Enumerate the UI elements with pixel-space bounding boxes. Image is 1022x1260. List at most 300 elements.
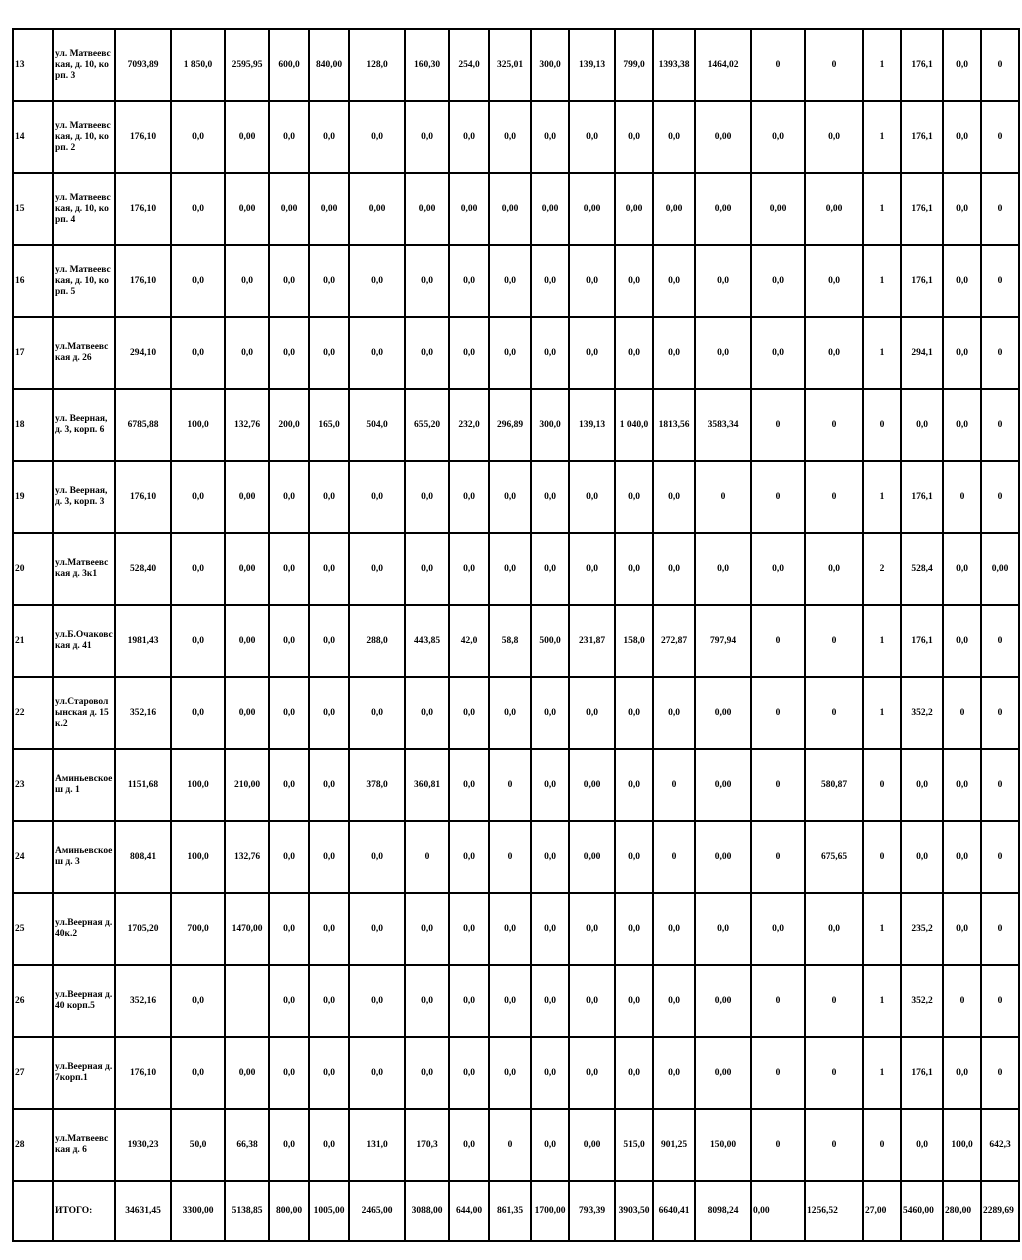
value-cell: 0,0 [569,461,615,533]
value-cell: 797,94 [695,605,751,677]
value-cell: 0,0 [615,245,653,317]
value-cell: 0 [751,749,805,821]
value-cell: 176,1 [901,101,943,173]
value-cell: 0,0 [901,1109,943,1181]
value-cell: 0,0 [695,317,751,389]
value-cell: 0,0 [531,245,569,317]
value-cell: 0,0 [405,101,449,173]
value-cell: 0,0 [309,461,349,533]
value-cell: 0 [489,1109,531,1181]
value-cell: 0,0 [569,1037,615,1109]
value-cell: 0,0 [225,245,269,317]
value-cell: 0,0 [943,317,981,389]
value-cell: 0 [943,461,981,533]
value-cell: 0 [943,965,981,1037]
total-value-cell: 1700,00 [531,1181,569,1241]
value-cell: 0,0 [269,1037,309,1109]
value-cell: 0,00 [405,173,449,245]
value-cell: 0,0 [695,893,751,965]
value-cell: 0,0 [269,461,309,533]
value-cell: 0,0 [309,821,349,893]
value-cell: 176,1 [901,245,943,317]
value-cell: 0,0 [653,317,695,389]
value-cell: 0,0 [309,1037,349,1109]
value-cell: 0 [805,29,863,101]
total-value-cell: 861,35 [489,1181,531,1241]
total-value-cell: 1005,00 [309,1181,349,1241]
address-cell: ул. Веерная, д. 3, корп. 3 [53,461,115,533]
value-cell: 200,0 [269,389,309,461]
value-cell: 0 [981,1037,1019,1109]
total-value-cell: 793,39 [569,1181,615,1241]
value-cell: 0,0 [309,749,349,821]
value-cell: 176,1 [901,461,943,533]
value-cell: 0,0 [531,749,569,821]
row-number-cell: 23 [13,749,53,821]
value-cell: 0 [805,1109,863,1181]
value-cell: 176,10 [115,101,171,173]
value-cell: 0,0 [349,245,405,317]
value-cell: 0,0 [449,893,489,965]
value-cell: 1 040,0 [615,389,653,461]
value-cell: 176,10 [115,1037,171,1109]
value-cell: 515,0 [615,1109,653,1181]
value-cell: 0 [981,173,1019,245]
value-cell: 150,00 [695,1109,751,1181]
table-row [13,1109,1019,1181]
address-cell: ул. Матвеевская, д. 10, корп. 2 [53,101,115,173]
value-cell: 0 [863,821,901,893]
total-number-cell [13,1181,53,1241]
value-cell: 0,0 [405,677,449,749]
value-cell: 0,00 [981,533,1019,605]
value-cell: 0 [981,317,1019,389]
value-cell: 0,00 [225,101,269,173]
value-cell: 294,1 [901,317,943,389]
value-cell: 1705,20 [115,893,171,965]
address-cell: ул.Матвеевская д. 3к1 [53,533,115,605]
total-value-cell: 0,00 [751,1181,805,1241]
value-cell: 0,00 [489,173,531,245]
value-cell: 0,00 [695,173,751,245]
value-cell: 0,0 [449,245,489,317]
value-cell: 0,0 [943,101,981,173]
value-cell: 0,0 [171,173,225,245]
value-cell: 176,1 [901,605,943,677]
value-cell: 0,0 [489,965,531,1037]
value-cell: 0 [805,605,863,677]
table-row [13,389,1019,461]
value-cell: 352,16 [115,677,171,749]
row-number-cell: 20 [13,533,53,605]
value-cell: 0,0 [269,677,309,749]
value-cell: 176,10 [115,245,171,317]
value-cell: 0,0 [653,893,695,965]
value-cell: 0,0 [269,533,309,605]
value-cell: 700,0 [171,893,225,965]
total-value-cell: 3088,00 [405,1181,449,1241]
value-cell: 0,0 [943,821,981,893]
total-value-cell: 34631,45 [115,1181,171,1241]
value-cell: 1 [863,605,901,677]
value-cell: 0,0 [171,101,225,173]
value-cell: 0,00 [449,173,489,245]
value-cell: 0,0 [943,173,981,245]
value-cell: 0,0 [309,677,349,749]
value-cell: 0,0 [531,677,569,749]
value-cell: 0 [805,677,863,749]
value-cell: 0 [695,461,751,533]
address-cell: ул. Матвеевская, д. 10, корп. 5 [53,245,115,317]
value-cell: 0,0 [449,1037,489,1109]
value-cell: 0 [805,1037,863,1109]
value-cell: 0 [981,893,1019,965]
value-cell: 0 [653,749,695,821]
value-cell: 131,0 [349,1109,405,1181]
value-cell: 0,00 [225,605,269,677]
value-cell: 176,10 [115,461,171,533]
value-cell: 139,13 [569,389,615,461]
value-cell: 0,00 [569,173,615,245]
value-cell: 0,0 [943,245,981,317]
value-cell: 0,0 [449,1109,489,1181]
value-cell: 158,0 [615,605,653,677]
value-cell: 0,0 [531,461,569,533]
value-cell: 642,3 [981,1109,1019,1181]
value-cell: 0,0 [269,101,309,173]
value-cell: 0,0 [309,533,349,605]
value-cell: 352,2 [901,965,943,1037]
value-cell: 0 [751,677,805,749]
value-cell: 0,0 [531,893,569,965]
value-cell: 0,0 [171,533,225,605]
value-cell: 0 [489,821,531,893]
value-cell: 1 [863,245,901,317]
value-cell: 0,0 [171,461,225,533]
table-row [13,1037,1019,1109]
value-cell: 0,0 [269,245,309,317]
value-cell: 0,0 [569,533,615,605]
value-cell: 0 [943,677,981,749]
value-cell: 0,0 [489,245,531,317]
table-row [13,605,1019,677]
value-cell: 0,00 [225,173,269,245]
address-cell: ул.Веерная д. 40 корп.5 [53,965,115,1037]
value-cell: 0 [805,389,863,461]
value-cell: 0 [751,461,805,533]
value-cell: 600,0 [269,29,309,101]
value-cell: 1 [863,1037,901,1109]
value-cell: 0,0 [349,317,405,389]
value-cell: 170,3 [405,1109,449,1181]
value-cell: 0,0 [615,677,653,749]
value-cell: 0,0 [943,389,981,461]
value-cell: 0,0 [171,965,225,1037]
value-cell: 1 [863,677,901,749]
value-cell: 1981,43 [115,605,171,677]
value-cell: 0,0 [805,245,863,317]
address-cell: ул.Б.Очаковская д. 41 [53,605,115,677]
value-cell: 6785,88 [115,389,171,461]
value-cell: 100,0 [171,749,225,821]
value-cell: 0,0 [405,533,449,605]
value-cell: 165,0 [309,389,349,461]
value-cell: 0 [981,101,1019,173]
value-cell: 0,00 [653,173,695,245]
value-cell: 128,0 [349,29,405,101]
value-cell: 100,0 [171,389,225,461]
value-cell: 0,0 [489,677,531,749]
value-cell: 2 [863,533,901,605]
value-cell: 0,0 [171,317,225,389]
value-cell: 100,0 [943,1109,981,1181]
value-cell: 443,85 [405,605,449,677]
value-cell: 132,76 [225,389,269,461]
value-cell: 0,0 [901,749,943,821]
value-cell: 0,0 [531,821,569,893]
value-cell: 0,0 [569,677,615,749]
value-cell: 0 [981,389,1019,461]
value-cell: 0 [751,1109,805,1181]
value-cell: 0,0 [531,317,569,389]
value-cell: 0,0 [695,245,751,317]
value-cell: 1151,68 [115,749,171,821]
value-cell: 0,0 [349,677,405,749]
value-cell: 231,87 [569,605,615,677]
value-cell: 0 [489,749,531,821]
total-value-cell: 3300,00 [171,1181,225,1241]
value-cell: 0 [981,965,1019,1037]
value-cell: 0,0 [449,749,489,821]
value-cell: 0,00 [349,173,405,245]
value-cell: 1393,38 [653,29,695,101]
value-cell: 675,65 [805,821,863,893]
value-cell: 0 [805,461,863,533]
value-cell: 0,0 [225,317,269,389]
value-cell: 232,0 [449,389,489,461]
value-cell: 0,0 [653,461,695,533]
value-cell: 0,0 [943,893,981,965]
row-number-cell: 24 [13,821,53,893]
value-cell: 0,00 [269,173,309,245]
table-row [13,317,1019,389]
address-cell: ул.Матвеевская д. 26 [53,317,115,389]
value-cell: 0,00 [695,749,751,821]
value-cell: 0,0 [569,965,615,1037]
value-cell: 504,0 [349,389,405,461]
value-cell: 840,00 [309,29,349,101]
value-cell: 132,76 [225,821,269,893]
value-cell: 0,0 [349,821,405,893]
total-value-cell: 27,00 [863,1181,901,1241]
value-cell: 0 [805,965,863,1037]
row-number-cell: 16 [13,245,53,317]
value-cell: 160,30 [405,29,449,101]
row-number-cell: 18 [13,389,53,461]
value-cell: 0 [751,821,805,893]
value-cell: 0,0 [901,821,943,893]
value-cell: 0,0 [449,533,489,605]
table-row [13,533,1019,605]
value-cell: 1813,56 [653,389,695,461]
total-value-cell: 1256,52 [805,1181,863,1241]
value-cell: 0,0 [943,605,981,677]
value-cell: 0 [863,749,901,821]
value-cell: 0,0 [943,533,981,605]
value-cell: 0,00 [805,173,863,245]
total-row [13,1181,1019,1241]
value-cell: 1 [863,29,901,101]
value-cell: 0,0 [449,461,489,533]
value-cell: 0,0 [349,461,405,533]
value-cell: 176,1 [901,1037,943,1109]
value-cell: 0,0 [405,317,449,389]
address-cell: ул.Веерная д. 7корп.1 [53,1037,115,1109]
row-number-cell: 14 [13,101,53,173]
value-cell: 0,0 [569,893,615,965]
value-cell: 0,0 [615,533,653,605]
value-cell: 210,00 [225,749,269,821]
budget-table [12,28,1020,1242]
address-cell: ул. Веерная, д. 3, корп. 6 [53,389,115,461]
value-cell: 66,38 [225,1109,269,1181]
value-cell: 294,10 [115,317,171,389]
value-cell: 0,0 [405,245,449,317]
value-cell: 0,0 [805,533,863,605]
value-cell: 0,0 [171,1037,225,1109]
total-value-cell: 3903,50 [615,1181,653,1241]
value-cell: 254,0 [449,29,489,101]
table-body [13,29,1019,1241]
address-cell: ул.Веерная д. 40к.2 [53,893,115,965]
value-cell: 0,0 [269,1109,309,1181]
value-cell: 296,89 [489,389,531,461]
value-cell: 0,0 [489,317,531,389]
value-cell: 0,0 [569,101,615,173]
value-cell: 272,87 [653,605,695,677]
value-cell: 0,00 [695,821,751,893]
value-cell: 0,0 [171,605,225,677]
value-cell: 0,0 [489,533,531,605]
value-cell: 0,0 [751,101,805,173]
value-cell: 1 [863,461,901,533]
value-cell: 1470,00 [225,893,269,965]
value-cell: 0,0 [449,101,489,173]
value-cell: 0,0 [751,245,805,317]
row-number-cell: 25 [13,893,53,965]
value-cell: 0 [751,389,805,461]
value-cell: 0,0 [751,533,805,605]
value-cell: 500,0 [531,605,569,677]
table-row [13,29,1019,101]
value-cell: 0,0 [653,965,695,1037]
address-cell: ул. Матвеевская, д. 10, корп. 3 [53,29,115,101]
value-cell: 0,0 [489,893,531,965]
value-cell: 0,0 [309,605,349,677]
value-cell: 0,0 [349,893,405,965]
table-row [13,749,1019,821]
value-cell: 0,0 [349,533,405,605]
value-cell: 0 [981,749,1019,821]
row-number-cell: 17 [13,317,53,389]
table-row [13,893,1019,965]
value-cell: 0,0 [405,461,449,533]
value-cell: 0,0 [309,245,349,317]
value-cell: 0,0 [489,1037,531,1109]
total-value-cell: 644,00 [449,1181,489,1241]
value-cell: 0,0 [349,1037,405,1109]
value-cell: 0,0 [449,677,489,749]
value-cell: 1 [863,173,901,245]
value-cell: 0,0 [943,29,981,101]
value-cell: 0,0 [805,317,863,389]
value-cell: 528,4 [901,533,943,605]
value-cell: 0,0 [489,101,531,173]
value-cell: 528,40 [115,533,171,605]
value-cell: 42,0 [449,605,489,677]
value-cell: 0 [981,245,1019,317]
value-cell: 0,0 [615,893,653,965]
value-cell: 0 [863,389,901,461]
value-cell: 0,00 [569,749,615,821]
value-cell: 0,0 [269,893,309,965]
value-cell: 378,0 [349,749,405,821]
value-cell: 0,0 [531,1037,569,1109]
value-cell: 176,1 [901,29,943,101]
value-cell: 0 [751,605,805,677]
value-cell: 0,0 [615,965,653,1037]
address-cell: ул.Староволынская д. 15к.2 [53,677,115,749]
value-cell [225,965,269,1037]
value-cell: 0,00 [225,677,269,749]
value-cell: 0,0 [615,1037,653,1109]
value-cell: 0,0 [695,533,751,605]
row-number-cell: 15 [13,173,53,245]
total-value-cell: 5460,00 [901,1181,943,1241]
value-cell: 0,00 [531,173,569,245]
value-cell: 0,00 [695,101,751,173]
total-value-cell: 5138,85 [225,1181,269,1241]
row-number-cell: 26 [13,965,53,1037]
value-cell: 352,16 [115,965,171,1037]
table-row [13,245,1019,317]
value-cell: 0,0 [653,101,695,173]
value-cell: 0,0 [805,893,863,965]
value-cell: 1464,02 [695,29,751,101]
total-value-cell: 6640,41 [653,1181,695,1241]
table-row [13,173,1019,245]
value-cell: 325,01 [489,29,531,101]
value-cell: 0,0 [171,677,225,749]
value-cell: 0,0 [269,605,309,677]
table-row [13,101,1019,173]
value-cell: 0,0 [405,893,449,965]
value-cell: 235,2 [901,893,943,965]
value-cell: 0,00 [695,1037,751,1109]
value-cell: 0,00 [615,173,653,245]
value-cell: 0,0 [171,245,225,317]
value-cell: 58,8 [489,605,531,677]
value-cell: 1 [863,101,901,173]
value-cell: 0,0 [653,533,695,605]
value-cell: 0 [751,965,805,1037]
value-cell: 0,0 [943,749,981,821]
value-cell: 799,0 [615,29,653,101]
value-cell: 0,0 [309,965,349,1037]
value-cell: 1 [863,965,901,1037]
value-cell: 288,0 [349,605,405,677]
value-cell: 0,0 [751,893,805,965]
